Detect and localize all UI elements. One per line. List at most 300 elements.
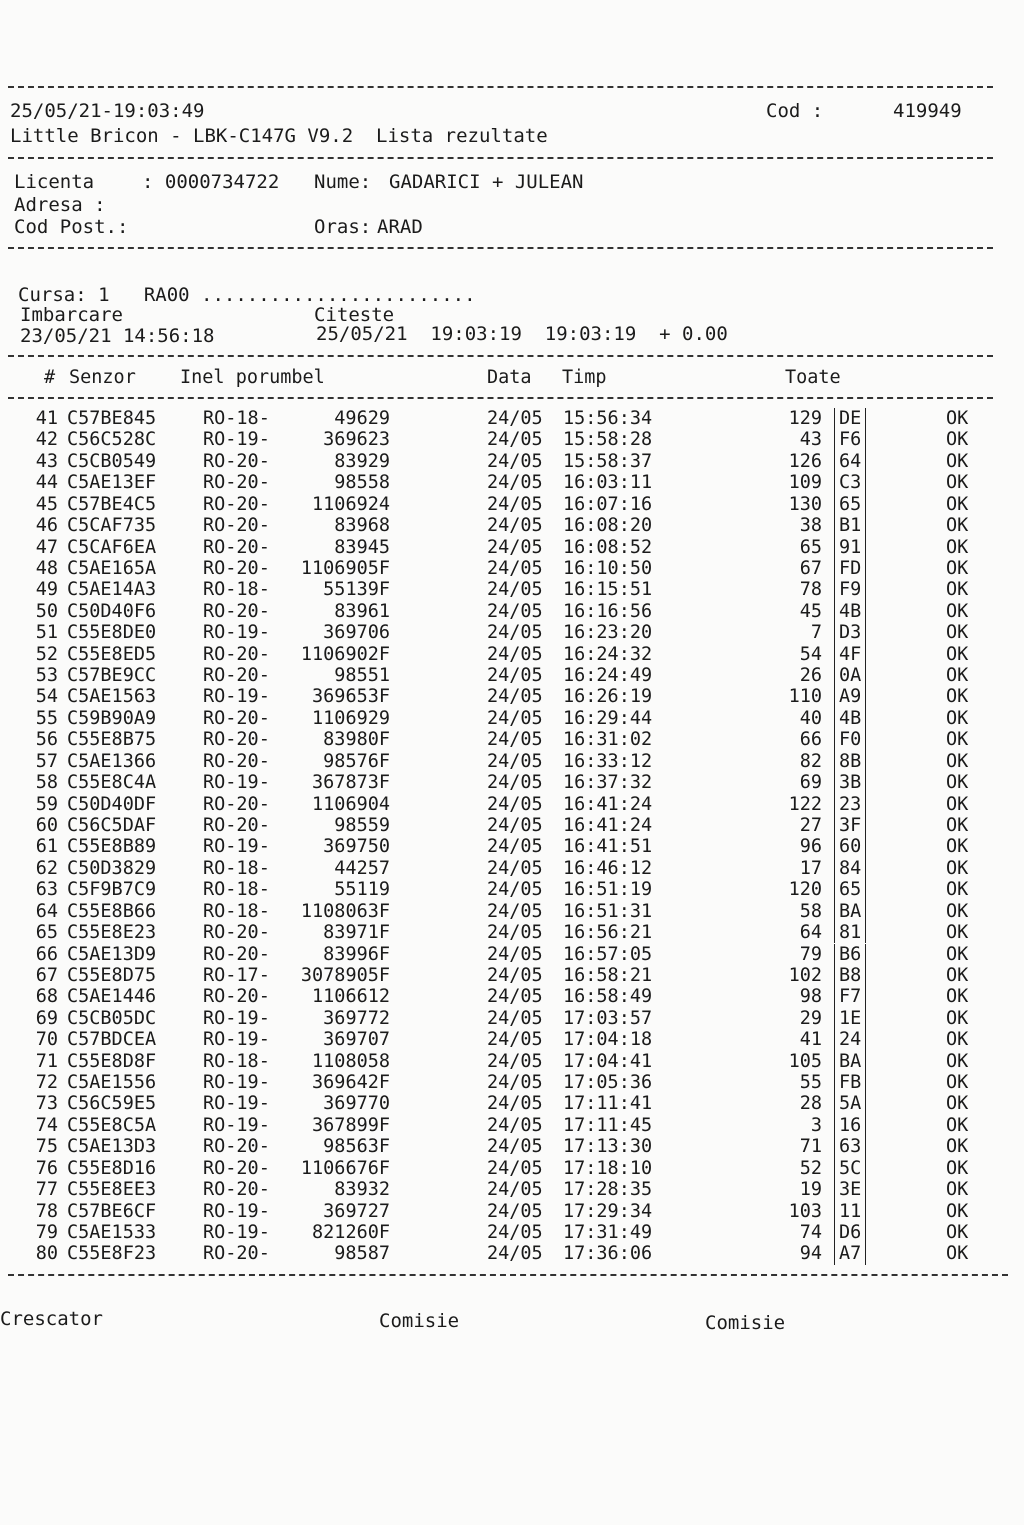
hex-code: 3B (834, 772, 866, 793)
status-ok: OK (946, 964, 969, 986)
sensor-id: C57BE6CF (67, 1200, 157, 1222)
table-row (0, 644, 1024, 665)
sensor-id: C50D3829 (67, 857, 157, 879)
ring-prefix: RO-20- (203, 665, 270, 687)
hex-code: 4F (834, 644, 866, 665)
row-number: 50 (35, 600, 58, 622)
ring-number: 49629 (334, 408, 390, 429)
status-ok: OK (946, 665, 969, 687)
status-ok: OK (946, 729, 969, 751)
arrival-time: 16:58:49 (563, 986, 653, 1008)
arrival-date: 24/05 (487, 472, 543, 494)
table-row (0, 772, 1024, 793)
status-ok: OK (946, 579, 969, 601)
total-count: 7 (810, 622, 822, 644)
ring-number: 1106904 (312, 793, 390, 815)
table-row (0, 429, 1024, 450)
ring-number: 98551 (334, 665, 390, 687)
cod-value: 419949 (893, 100, 962, 122)
ring-number: 1106676F (300, 1157, 390, 1179)
status-ok: OK (946, 1221, 969, 1243)
arrival-time: 16:56:21 (563, 922, 653, 944)
ring-prefix: RO-20- (203, 814, 270, 836)
row-number: 42 (35, 429, 58, 451)
row-number: 68 (35, 986, 58, 1008)
row-number: 48 (35, 557, 58, 579)
arrival-time: 17:36:06 (563, 1243, 653, 1265)
table-row (0, 922, 1024, 943)
licenta-value: : 0000734722 (142, 171, 280, 193)
arrival-time: 17:13:30 (563, 1136, 653, 1158)
ring-prefix: RO-20- (203, 557, 270, 579)
total-count: 109 (788, 472, 822, 494)
total-count: 103 (788, 1200, 822, 1222)
arrival-time: 16:29:44 (563, 707, 653, 729)
table-row (0, 901, 1024, 922)
arrival-time: 17:18:10 (563, 1157, 653, 1179)
hex-code: 91 (834, 537, 866, 558)
hex-code: 0A (834, 665, 866, 686)
hex-code: 8B (834, 751, 866, 772)
ring-number: 98587 (334, 1243, 390, 1265)
arrival-time: 16:26:19 (563, 686, 653, 708)
table-row (0, 708, 1024, 729)
ring-prefix: RO-18- (203, 879, 270, 901)
total-count: 120 (788, 879, 822, 901)
divider-top (8, 86, 993, 88)
hex-code: B6 (834, 944, 866, 965)
arrival-date: 24/05 (487, 857, 543, 879)
table-row (0, 1222, 1024, 1243)
arrival-date: 24/05 (487, 1072, 543, 1094)
table-row (0, 622, 1024, 643)
ring-number: 369727 (323, 1200, 390, 1222)
status-ok: OK (946, 1114, 969, 1136)
total-count: 129 (788, 408, 822, 429)
status-ok: OK (946, 922, 969, 944)
sensor-id: C5AE1533 (67, 1221, 157, 1243)
ring-number: 98563F (323, 1136, 390, 1158)
arrival-date: 24/05 (487, 643, 543, 665)
sensor-id: C56C5DAF (67, 814, 157, 836)
row-number: 47 (35, 536, 58, 558)
hex-code: C3 (834, 472, 866, 493)
total-count: 105 (788, 1050, 822, 1072)
status-ok: OK (946, 622, 969, 644)
total-count: 66 (799, 729, 822, 751)
imbarcare-value: 23/05/21 14:56:18 (20, 325, 215, 347)
status-ok: OK (946, 493, 969, 515)
ring-number: 1106929 (312, 707, 390, 729)
total-count: 58 (799, 900, 822, 922)
total-count: 67 (799, 557, 822, 579)
arrival-time: 16:08:52 (563, 536, 653, 558)
arrival-time: 16:24:32 (563, 643, 653, 665)
table-row (0, 515, 1024, 536)
citeste-label: Citeste (314, 304, 395, 326)
ring-number: 83996F (323, 943, 390, 965)
ring-number: 83971F (323, 922, 390, 944)
arrival-time: 16:58:21 (563, 964, 653, 986)
hex-code: 11 (834, 1201, 866, 1222)
status-ok: OK (946, 793, 969, 815)
ring-prefix: RO-19- (203, 686, 270, 708)
row-number: 49 (35, 579, 58, 601)
total-count: 79 (799, 943, 822, 965)
ring-prefix: RO-20- (203, 750, 270, 772)
table-row (0, 1243, 1024, 1264)
status-ok: OK (946, 900, 969, 922)
header-data: Data (487, 367, 532, 388)
sensor-id: C5AE1556 (67, 1072, 157, 1094)
row-number: 70 (35, 1029, 58, 1051)
arrival-date: 24/05 (487, 1114, 543, 1136)
ring-prefix: RO-19- (203, 1200, 270, 1222)
arrival-time: 16:57:05 (563, 943, 653, 965)
hex-code: 65 (834, 879, 866, 900)
total-count: 43 (799, 429, 822, 451)
table-row (0, 1158, 1024, 1179)
total-count: 52 (799, 1157, 822, 1179)
total-count: 64 (799, 922, 822, 944)
hex-code: 24 (834, 1029, 866, 1050)
row-number: 69 (35, 1007, 58, 1029)
ring-prefix: RO-20- (203, 986, 270, 1008)
status-ok: OK (946, 772, 969, 794)
arrival-date: 24/05 (487, 665, 543, 687)
arrival-date: 24/05 (487, 622, 543, 644)
ring-number: 369750 (323, 836, 390, 858)
sensor-id: C5AE13EF (67, 472, 157, 494)
arrival-time: 16:10:50 (563, 557, 653, 579)
divider-bottom (8, 1274, 1008, 1276)
ring-number: 367873F (312, 772, 390, 794)
ring-prefix: RO-19- (203, 772, 270, 794)
hex-code: 5A (834, 1093, 866, 1114)
sensor-id: C55E8D75 (67, 964, 157, 986)
status-ok: OK (946, 557, 969, 579)
hex-code: BA (834, 1051, 866, 1072)
cursa-line: Cursa: 1 RA00 ........................ (18, 284, 476, 306)
total-count: 65 (799, 536, 822, 558)
arrival-date: 24/05 (487, 836, 543, 858)
ring-prefix: RO-20- (203, 536, 270, 558)
hex-code: 65 (834, 494, 866, 515)
hex-code: F6 (834, 429, 866, 450)
row-number: 73 (35, 1093, 58, 1115)
status-ok: OK (946, 1243, 969, 1265)
arrival-time: 16:41:24 (563, 793, 653, 815)
ring-number: 98576F (323, 750, 390, 772)
ring-number: 1108063F (300, 900, 390, 922)
total-count: 94 (799, 1243, 822, 1265)
ring-number: 55139F (323, 579, 390, 601)
table-row (0, 494, 1024, 515)
table-row (0, 986, 1024, 1007)
hex-code: FD (834, 558, 866, 579)
table-row (0, 601, 1024, 622)
sensor-id: C5AE14A3 (67, 579, 157, 601)
status-ok: OK (946, 472, 969, 494)
arrival-time: 16:15:51 (563, 579, 653, 601)
arrival-time: 17:29:34 (563, 1200, 653, 1222)
sensor-id: C55E8EE3 (67, 1179, 157, 1201)
status-ok: OK (946, 1007, 969, 1029)
hex-code: BA (834, 901, 866, 922)
sensor-id: C5CAF735 (67, 515, 157, 537)
status-ok: OK (946, 429, 969, 451)
arrival-date: 24/05 (487, 1200, 543, 1222)
sensor-id: C57BE4C5 (67, 493, 157, 515)
arrival-time: 16:51:31 (563, 900, 653, 922)
hex-code: B8 (834, 965, 866, 986)
arrival-date: 24/05 (487, 536, 543, 558)
ring-prefix: RO-20- (203, 600, 270, 622)
row-number: 44 (35, 472, 58, 494)
total-count: 55 (799, 1072, 822, 1094)
row-number: 60 (35, 814, 58, 836)
ring-number: 1106924 (312, 493, 390, 515)
hex-code: D3 (834, 622, 866, 643)
status-ok: OK (946, 643, 969, 665)
sensor-id: C50D40DF (67, 793, 157, 815)
divider-table-header (8, 397, 993, 399)
arrival-date: 24/05 (487, 493, 543, 515)
arrival-date: 24/05 (487, 600, 543, 622)
arrival-time: 16:51:19 (563, 879, 653, 901)
row-number: 43 (35, 450, 58, 472)
arrival-time: 17:11:45 (563, 1114, 653, 1136)
row-number: 65 (35, 922, 58, 944)
row-number: 55 (35, 707, 58, 729)
sensor-id: C57BE845 (67, 408, 157, 429)
ring-prefix: RO-20- (203, 943, 270, 965)
device-line: Little Bricon - LBK-C147G V9.2 Lista rezultate (10, 125, 548, 147)
row-number: 79 (35, 1221, 58, 1243)
arrival-date: 24/05 (487, 1093, 543, 1115)
table-row (0, 1201, 1024, 1222)
arrival-time: 16:16:56 (563, 600, 653, 622)
hex-code: D6 (834, 1222, 866, 1243)
sensor-id: C55E8D16 (67, 1157, 157, 1179)
arrival-date: 24/05 (487, 729, 543, 751)
hex-code: FB (834, 1072, 866, 1093)
arrival-time: 16:03:11 (563, 472, 653, 494)
ring-number: 44257 (334, 857, 390, 879)
sensor-id: C57BDCEA (67, 1029, 157, 1051)
ring-prefix: RO-20- (203, 1179, 270, 1201)
ring-prefix: RO-19- (203, 1093, 270, 1115)
ring-prefix: RO-18- (203, 857, 270, 879)
status-ok: OK (946, 857, 969, 879)
ring-number: 1106902F (300, 643, 390, 665)
table-row (0, 665, 1024, 686)
status-ok: OK (946, 879, 969, 901)
ring-number: 367899F (312, 1114, 390, 1136)
cod-label: Cod : (766, 100, 824, 122)
status-ok: OK (946, 1157, 969, 1179)
row-number: 57 (35, 750, 58, 772)
total-count: 41 (799, 1029, 822, 1051)
row-number: 59 (35, 793, 58, 815)
status-ok: OK (946, 600, 969, 622)
hex-code: 63 (834, 1136, 866, 1157)
header-timp: Timp (562, 367, 607, 388)
hex-code: A7 (834, 1243, 866, 1264)
divider-owner (8, 247, 993, 249)
arrival-time: 15:58:37 (563, 450, 653, 472)
row-number: 56 (35, 729, 58, 751)
table-row (0, 1093, 1024, 1114)
hex-code: A9 (834, 686, 866, 707)
ring-prefix: RO-19- (203, 429, 270, 451)
ring-prefix: RO-19- (203, 1007, 270, 1029)
arrival-date: 24/05 (487, 879, 543, 901)
ring-prefix: RO-19- (203, 1114, 270, 1136)
status-ok: OK (946, 408, 969, 429)
arrival-time: 15:56:34 (563, 408, 653, 429)
table-header (0, 367, 1024, 388)
ring-number: 98558 (334, 472, 390, 494)
hex-code: F7 (834, 986, 866, 1007)
oras-label: Oras: (314, 216, 372, 238)
arrival-date: 24/05 (487, 793, 543, 815)
status-ok: OK (946, 1093, 969, 1115)
status-ok: OK (946, 986, 969, 1008)
ring-number: 83945 (334, 536, 390, 558)
row-number: 58 (35, 772, 58, 794)
arrival-time: 17:04:18 (563, 1029, 653, 1051)
arrival-date: 24/05 (487, 1007, 543, 1029)
table-row (0, 579, 1024, 600)
ring-prefix: RO-18- (203, 408, 270, 429)
row-number: 53 (35, 665, 58, 687)
ring-prefix: RO-19- (203, 622, 270, 644)
table-row (0, 729, 1024, 750)
total-count: 130 (788, 493, 822, 515)
row-number: 71 (35, 1050, 58, 1072)
sensor-id: C5AE13D3 (67, 1136, 157, 1158)
total-count: 74 (799, 1221, 822, 1243)
comisie-signature-2: Comisie (705, 1312, 786, 1334)
hex-code: 1E (834, 1008, 866, 1029)
header-toate: Toate (785, 367, 841, 388)
ring-prefix: RO-20- (203, 729, 270, 751)
arrival-date: 24/05 (487, 750, 543, 772)
ring-number: 369642F (312, 1072, 390, 1094)
arrival-date: 24/05 (487, 922, 543, 944)
ring-prefix: RO-20- (203, 643, 270, 665)
row-number: 72 (35, 1072, 58, 1094)
crescator-signature: Crescator (0, 1308, 103, 1330)
total-count: 29 (799, 1007, 822, 1029)
arrival-time: 16:08:20 (563, 515, 653, 537)
ring-number: 3078905F (300, 964, 390, 986)
arrival-date: 24/05 (487, 900, 543, 922)
sensor-id: C5AE1366 (67, 750, 157, 772)
table-row (0, 537, 1024, 558)
sensor-id: C55E8C5A (67, 1114, 157, 1136)
ring-prefix: RO-20- (203, 472, 270, 494)
sensor-id: C50D40F6 (67, 600, 157, 622)
ring-number: 1108058 (312, 1050, 390, 1072)
licenta-label: Licenta (14, 171, 95, 193)
ring-prefix: RO-17- (203, 964, 270, 986)
ring-number: 369706 (323, 622, 390, 644)
total-count: 19 (799, 1179, 822, 1201)
status-ok: OK (946, 515, 969, 537)
total-count: 98 (799, 986, 822, 1008)
arrival-time: 16:37:32 (563, 772, 653, 794)
sensor-id: C5AE1446 (67, 986, 157, 1008)
arrival-date: 24/05 (487, 814, 543, 836)
table-row (0, 686, 1024, 707)
arrival-date: 24/05 (487, 450, 543, 472)
ring-prefix: RO-20- (203, 1157, 270, 1179)
total-count: 122 (788, 793, 822, 815)
arrival-time: 16:46:12 (563, 857, 653, 879)
row-number: 66 (35, 943, 58, 965)
row-number: 51 (35, 622, 58, 644)
hex-code: 4B (834, 601, 866, 622)
ring-prefix: RO-18- (203, 579, 270, 601)
arrival-time: 17:11:41 (563, 1093, 653, 1115)
total-count: 26 (799, 665, 822, 687)
row-number: 64 (35, 900, 58, 922)
arrival-time: 17:04:41 (563, 1050, 653, 1072)
sensor-id: C55E8D8F (67, 1050, 157, 1072)
sensor-id: C5CAF6EA (67, 536, 157, 558)
arrival-time: 16:23:20 (563, 622, 653, 644)
total-count: 102 (788, 964, 822, 986)
arrival-time: 16:33:12 (563, 750, 653, 772)
hex-code: F0 (834, 729, 866, 750)
nume-value: GADARICI + JULEAN (389, 171, 584, 193)
row-number: 76 (35, 1157, 58, 1179)
total-count: 126 (788, 450, 822, 472)
hex-code: 4B (834, 708, 866, 729)
status-ok: OK (946, 1179, 969, 1201)
arrival-date: 24/05 (487, 1029, 543, 1051)
sensor-id: C5CB05DC (67, 1007, 157, 1029)
sensor-id: C5AE165A (67, 557, 157, 579)
sensor-id: C5AE1563 (67, 686, 157, 708)
ring-number: 821260F (312, 1221, 390, 1243)
table-row (0, 451, 1024, 472)
arrival-time: 16:24:49 (563, 665, 653, 687)
status-ok: OK (946, 814, 969, 836)
ring-prefix: RO-19- (203, 1029, 270, 1051)
status-ok: OK (946, 943, 969, 965)
ring-prefix: RO-20- (203, 1136, 270, 1158)
sensor-id: C55E8DE0 (67, 622, 157, 644)
table-row (0, 836, 1024, 857)
row-number: 46 (35, 515, 58, 537)
total-count: 27 (799, 814, 822, 836)
status-ok: OK (946, 1200, 969, 1222)
status-ok: OK (946, 536, 969, 558)
hex-code: 81 (834, 922, 866, 943)
sensor-id: C55E8ED5 (67, 643, 157, 665)
sensor-id: C57BE9CC (67, 665, 157, 687)
row-number: 62 (35, 857, 58, 879)
row-number: 45 (35, 493, 58, 515)
arrival-date: 24/05 (487, 1136, 543, 1158)
arrival-date: 24/05 (487, 986, 543, 1008)
row-number: 41 (35, 408, 58, 429)
status-ok: OK (946, 1136, 969, 1158)
arrival-time: 17:05:36 (563, 1072, 653, 1094)
